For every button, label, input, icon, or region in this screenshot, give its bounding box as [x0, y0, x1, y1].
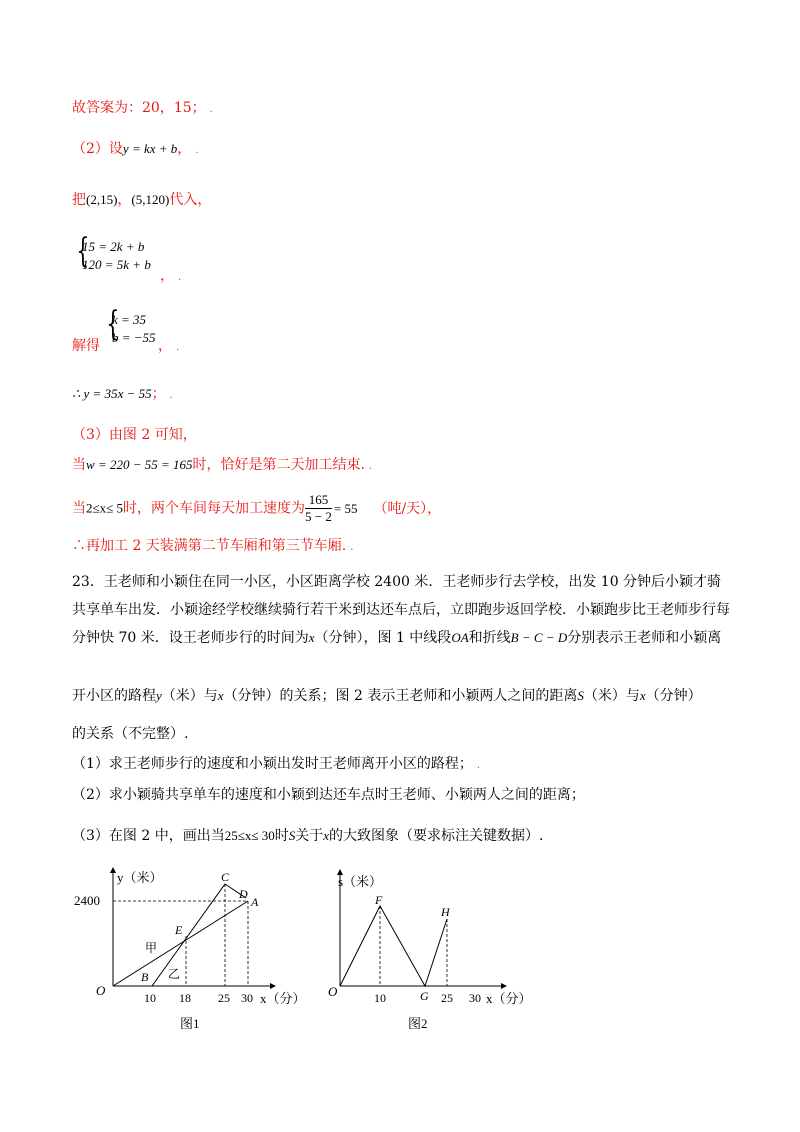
- fraction: $\frac{165}{5 - 2}$: [305, 492, 332, 524]
- part3-line-1: （3）由图 2 可知，: [72, 427, 197, 443]
- answer-line-3: 把(2,15)，(5,120)代入，: [72, 192, 212, 208]
- point-f: F: [375, 893, 383, 907]
- answer-line-2: （2）设y = kx + b， .: [72, 141, 199, 157]
- problem-paragraph-1: 23．王老师和小颖住在同一小区，小区距离学校 2400 米．王老师步行去学校，出发 10 分钟后小颖才骑共享单车出发．小颖途经学校继续骑行若干米到达还车点后，立即跑步返回学校．小颖跑步比王老师步行每分钟快 70 米．设王老师步行的时间为x（分钟），图 1 中线段OA和折线B − C − D分别表示王老师和小颖离: [72, 574, 730, 646]
- question-1: （1）求王老师步行的速度和小颖出发时王老师离开小区的路程； .: [72, 756, 481, 772]
- x-axis-label: x（分）: [486, 991, 532, 1006]
- point-c: C: [221, 870, 230, 884]
- x-tick-10: 10: [374, 991, 386, 1005]
- point-d: D: [239, 887, 248, 901]
- system-2-suffix: ， .: [158, 338, 180, 354]
- solve-label: 解得: [72, 338, 100, 354]
- x-tick-25: 25: [441, 991, 453, 1005]
- x-tick-25: 25: [218, 991, 230, 1005]
- x-tick-18: 18: [179, 991, 191, 1005]
- segment-oa: [113, 901, 248, 986]
- label-yi: 乙: [168, 967, 181, 981]
- y-axis-label: y（米）: [117, 870, 163, 885]
- point-h: H: [441, 905, 450, 919]
- x-tick-30: 30: [241, 991, 253, 1005]
- y-axis-label: s（米）: [338, 874, 383, 889]
- label-jia: 甲: [145, 941, 158, 955]
- part3-line-3: 当2≤x≤ 5时，两个车间每天加工速度为 $\frac{165}{5 - 2}$ = 55 （吨/天），: [72, 492, 442, 524]
- origin-label: O: [96, 983, 106, 998]
- system-1-suffix: ， .: [160, 268, 182, 284]
- origin-label: O: [328, 984, 338, 999]
- x-axis-label: x（分）: [260, 991, 306, 1006]
- equation-system-2: { k = 35 b = −55: [106, 304, 156, 345]
- figure-1: [74, 862, 308, 1042]
- answer-conclusion: ∴ y = 35x − 55； .: [72, 386, 173, 402]
- polyline-bcd: [152, 884, 246, 986]
- polyline-ofgh: [340, 906, 447, 986]
- point-g: G: [420, 989, 429, 1003]
- question-2: （2）求小颖骑共享单车的速度和小颖到达还车点时王老师、小颖两人之间的距离；: [72, 787, 585, 803]
- figure-2-caption: 图2: [408, 1016, 428, 1031]
- equation-system-1: { 15 = 2k + b 120 = 5k + b: [76, 231, 151, 272]
- question-3: （3）在图 2 中，画出当25≤x≤ 30时S关于x的大致图象（要求标注关键数据）.: [72, 828, 544, 844]
- problem-paragraph-2: 开小区的路程y（米）与x（分钟）的关系；图 2 表示王老师和小颖两人之间的距离S（米）与x（分钟）: [72, 688, 702, 704]
- answer-line-1: 故答案为：20，15； .: [72, 100, 213, 116]
- problem-paragraph-3: 的关系（不完整）.: [72, 726, 189, 742]
- equation: y = kx + b: [122, 141, 178, 156]
- x-tick-10: 10: [144, 991, 156, 1005]
- figure-2: [322, 862, 542, 1042]
- x-tick-30: 30: [469, 991, 481, 1005]
- part3-line-4: ∴再加工 2 天装满第二节车厢和第三节车厢. .: [72, 538, 354, 554]
- part3-line-2: 当w = 220 − 55 = 165时，恰好是第二天加工结束. .: [72, 457, 373, 473]
- point-e: E: [175, 923, 183, 937]
- figure-1-caption: 图1: [180, 1016, 200, 1031]
- y-tick-2400: 2400: [74, 893, 100, 908]
- point-a: A: [251, 895, 259, 909]
- point-b: B: [141, 970, 149, 984]
